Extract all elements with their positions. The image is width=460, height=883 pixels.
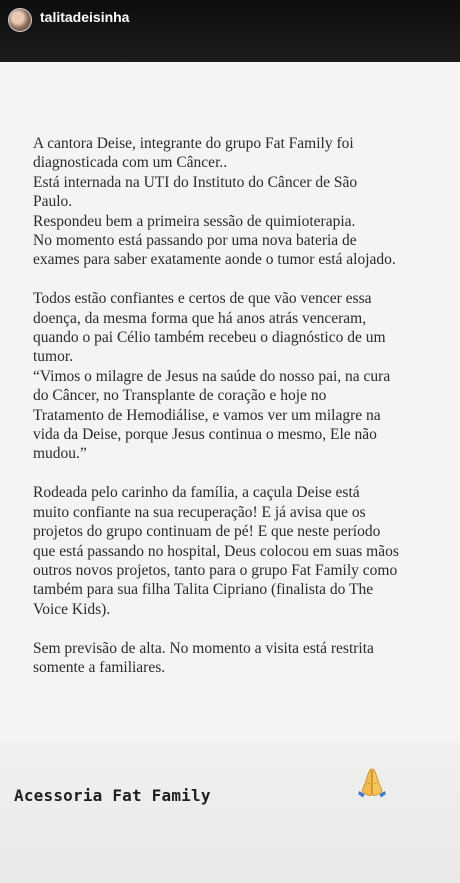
folded-hands-icon (355, 766, 389, 800)
text-line: também para sua filha Talita Cipriano (finalista do The (33, 581, 374, 599)
text-line: exames para saber exatamente aonde o tumor está alojado. (33, 251, 396, 269)
text-line: somente a familiares. (33, 658, 166, 676)
text-line: vida da Deise, porque Jesus continua o mesmo, Ele não (33, 426, 377, 444)
story-text (33, 134, 460, 734)
paragraph (33, 483, 460, 619)
avatar[interactable] (8, 8, 32, 32)
text-line: outros novos projetos, tanto para o grupo Fat Family como (33, 561, 398, 579)
text-line: mudou.” (33, 445, 87, 463)
text-line: A cantora Deise, integrante do grupo Fat Family foi (33, 135, 354, 152)
signature-sticker: Acessoria Fat Family (14, 786, 211, 805)
paragraph (33, 134, 460, 270)
paragraph (33, 639, 460, 678)
text-line: Está internada na UTI do Instituto do Câncer de São (33, 173, 358, 191)
text-line: Respondeu bem a primeira sessão de quimioterapia. (33, 212, 356, 230)
text-line: No momento está passando por uma nova bateria de (33, 232, 357, 250)
text-line: tumor. (33, 348, 74, 366)
text-line: “Vimos o milagre de Jesus na saúde do nosso pai, na cura (33, 367, 391, 385)
text-line: Rodeada pelo carinho da família, a caçula Deise está (33, 484, 360, 502)
text-line: quando o pai Célio também recebeu o diagnóstico de um (33, 329, 386, 347)
text-line: Sem previsão de alta. No momento a visita está restrita (33, 639, 374, 657)
text-line: Voice Kids). (33, 600, 111, 618)
text-line: que está passando no hospital, Deus colocou em suas mãos (33, 542, 399, 560)
paragraph (33, 289, 460, 464)
text-line: Paulo. (33, 193, 73, 211)
text-line: diagnosticada com um Câncer.. (33, 154, 228, 172)
text-line: Tratamento de Hemodiálise, e vamos ver um milagre na (33, 406, 381, 424)
text-line: projetos do grupo continuam de pé! E que neste período (33, 523, 381, 541)
story-footer (0, 742, 460, 883)
story-header (0, 0, 460, 62)
text-line: do Câncer, no Transplante de coração e hoje no (33, 387, 327, 405)
username[interactable]: talitadeisinha (40, 9, 130, 25)
text-line: doença, da mesma forma que há anos atrás venceram, (33, 309, 367, 327)
text-line: Todos estão confiantes e certos de que vão vencer essa (33, 290, 372, 308)
text-line: muito confiante na sua recuperação! E já avisa que os (33, 503, 366, 521)
